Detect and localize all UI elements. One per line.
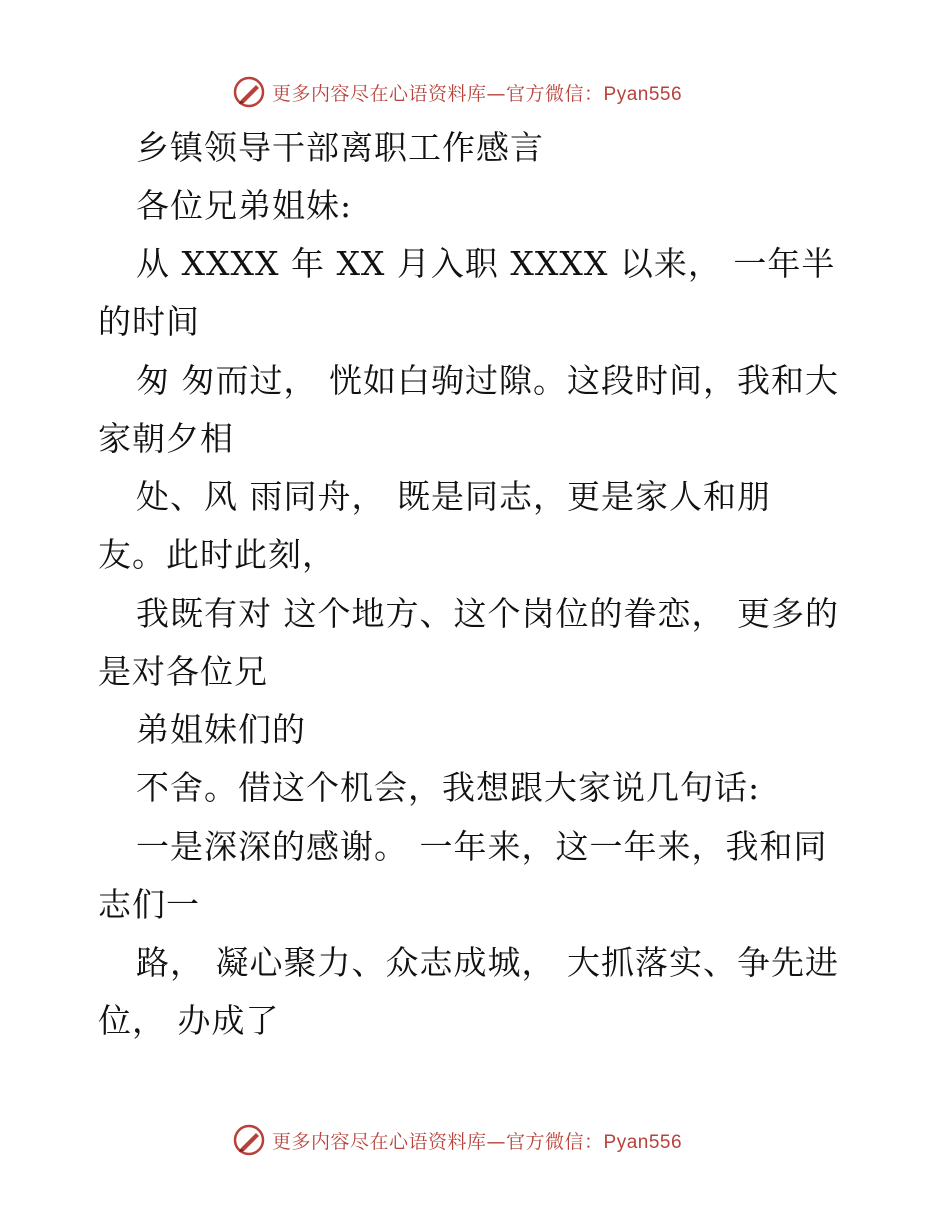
paragraph-line: 的时间 bbox=[98, 302, 200, 341]
header-wechat-id: Pyan556 bbox=[603, 83, 683, 105]
footer-banner bbox=[232, 1120, 682, 1160]
footer-wechat-id: Pyan556 bbox=[603, 1131, 683, 1153]
paragraph-line: 家朝夕相 bbox=[98, 419, 234, 458]
document-title: 乡镇领导干部离职工作感言 bbox=[136, 128, 544, 167]
footer-banner-text: 更多内容尽在心语资料库—官方微信：Pyan556 bbox=[272, 1130, 683, 1153]
paragraph-line: 从 XXXX 年 XX 月入职 XXXX 以来， 一年半 bbox=[136, 244, 836, 283]
pen-logo-icon bbox=[232, 1123, 266, 1157]
paragraph-line: 弟姐妹们的 bbox=[136, 710, 306, 749]
paragraph-line: 路， 凝心聚力、众志成城， 大抓落实、争先进 bbox=[136, 943, 839, 982]
paragraph-line: 友。此时此刻， bbox=[98, 535, 336, 574]
paragraph-line: 是对各位兄 bbox=[98, 652, 268, 691]
paragraph-line: 一是深深的感谢。 一年来，这一年来，我和同 bbox=[136, 827, 828, 866]
paragraph-line: 各位兄弟姐妹: bbox=[136, 186, 353, 225]
paragraph-line: 匆 匆而过， 恍如白驹过隙。这段时间，我和大 bbox=[136, 361, 839, 400]
paragraph-line: 不舍。借这个机会，我想跟大家说几句话: bbox=[136, 768, 761, 807]
paragraph-line: 处、风 雨同舟， 既是同志，更是家人和朋 bbox=[136, 477, 771, 516]
header-banner-text: 更多内容尽在心语资料库—官方微信：Pyan556 bbox=[272, 82, 683, 105]
paragraph-line: 位， 办成了 bbox=[98, 1001, 280, 1040]
paragraph-line: 志们一 bbox=[98, 885, 200, 924]
paragraph-line: 我既有对 这个地方、这个岗位的眷恋， 更多的 bbox=[136, 594, 839, 633]
